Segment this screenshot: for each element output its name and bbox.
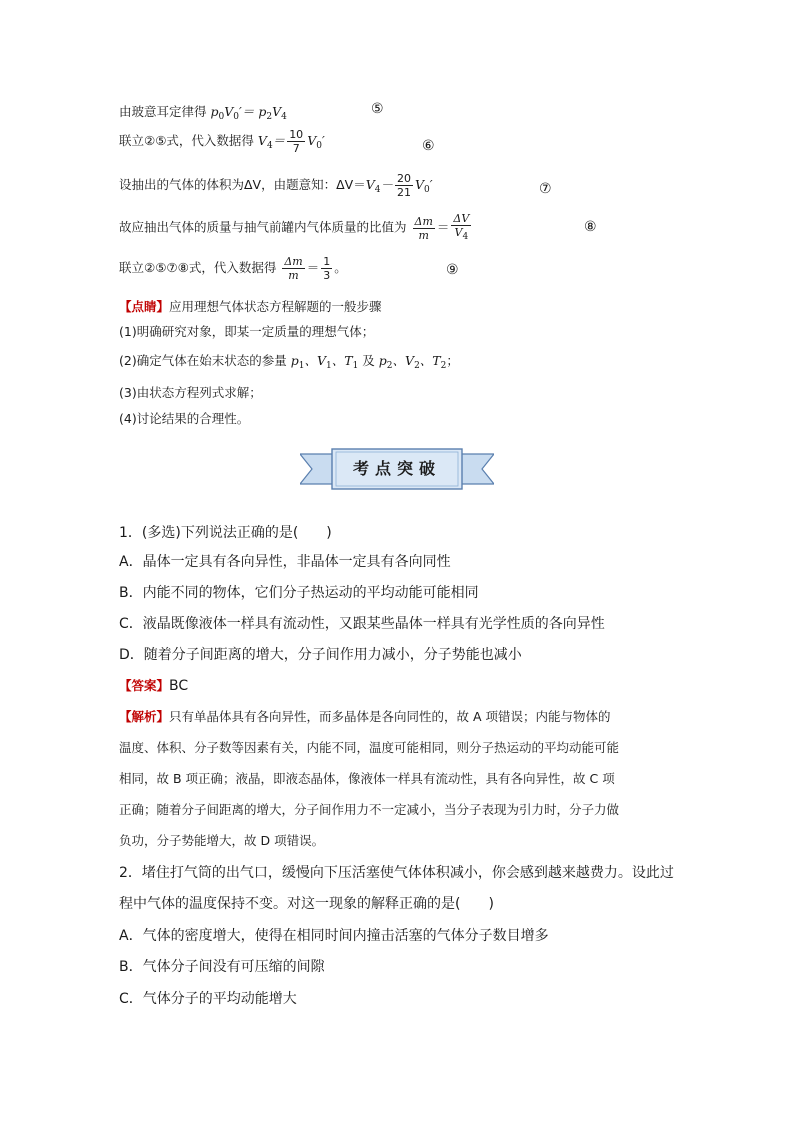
q1-analysis-line-2: 温度、体积、分子数等因素有关，内能不同，温度可能相同，则分子热运动的平均动能可能 <box>119 740 620 755</box>
q1-option-c: C．液晶既像液体一样具有流动性，又跟某些晶体一样具有光学性质的各向异性 <box>119 616 605 632</box>
q1-option-a: A．晶体一定具有各向异性，非晶体一定具有各向同性 <box>119 554 451 570</box>
q2-stem-line-2: 程中气体的温度保持不变。对这一现象的解释正确的是( ) <box>119 896 494 912</box>
fraction-10-7: $\frac{10}{7}$ <box>289 128 304 155</box>
derivation-line-8: 故应抽出气体的质量与抽气前罐内气体质量的比值为 $\frac{\Delta m}{m}$ ＝ $\frac{\Delta V}{V_4}$ <box>119 212 470 242</box>
q2-option-c: C．气体分子的平均动能增大 <box>119 991 297 1007</box>
derivation-line-5: 由玻意耳定律得 $p_0V_0'= p_2V_4$ <box>119 104 287 122</box>
eq-mark-7: ⑦ <box>539 181 552 197</box>
derivation-line-6: 联立②⑤式，代入数据得 $V_4=$ $\frac{10}{7}$ $V_0'$ <box>119 128 325 155</box>
q1-option-b: B．内能不同的物体，它们分子热运动的平均动能可能相同 <box>119 585 479 601</box>
eq-mark-8: ⑧ <box>584 219 597 235</box>
formula-boyle: $p_0V_0'= p_2V_4$ <box>210 104 287 122</box>
q2-stem-line-1: 2．堵住打气筒的出气口，缓慢向下压活塞使气体体积减小，你会感到越来越费力。设此过 <box>119 865 674 881</box>
tip-step-2: (2)确定气体在始末状态的参量 $p_1$、$V_1$、$T_1$ 及 $p_2$、$V_2$、$T_2$； <box>119 353 459 371</box>
fraction-1-3: $\frac{1}{3}$ <box>323 255 331 282</box>
fraction-20-21: $\frac{20}{21}$ <box>397 172 411 199</box>
q1-stem: 1．(多选)下列说法正确的是( ) <box>119 525 332 541</box>
fraction-dm-m: $\frac{\Delta m}{m}$ <box>414 214 433 242</box>
eq-mark-6: ⑥ <box>422 138 435 154</box>
banner-title: 考点突破 <box>352 459 441 478</box>
section-banner <box>300 448 494 490</box>
derivation-line-9: 联立②⑤⑦⑧式，代入数据得 $\frac{\Delta m}{m}$ ＝ $\frac{1}{3}$ 。 <box>119 255 347 282</box>
eq-mark-5: ⑤ <box>371 101 384 117</box>
eq-mark-9: ⑨ <box>446 262 459 278</box>
tip-step-1: (1)明确研究对象，即某一定质量的理想气体； <box>119 324 375 339</box>
derivation-line-7: 设抽出的气体的体积为ΔV，由题意知：$\Delta V=V_4-$ $\frac{20}{21}$ $V_0'$ <box>119 172 433 199</box>
q2-option-a: A．气体的密度增大，使得在相同时间内撞击活塞的气体分子数目增多 <box>119 928 549 944</box>
q1-option-d: D．随着分子间距离的增大，分子间作用力减小，分子势能也减小 <box>119 647 522 663</box>
fraction-dm-m-2: $\frac{\Delta m}{m}$ <box>284 255 303 282</box>
tip-step-4: (4)讨论结果的合理性。 <box>119 411 250 426</box>
q1-analysis-line-5: 负功，分子势能增大，故 D 项错误。 <box>119 833 325 848</box>
tip-step-3: (3)由状态方程列式求解； <box>119 385 262 400</box>
fraction-dv-v4: $\frac{\Delta V}{V_4}$ <box>453 212 470 242</box>
q1-answer: 【答案】BC <box>119 678 189 694</box>
q1-analysis-line-4: 正确；随着分子间距离的增大，分子间作用力不一定减小，当分子表现为引力时，分子力做 <box>119 802 620 817</box>
tip-heading: 【点睛】应用理想气体状态方程解题的一般步骤 <box>119 299 382 314</box>
q2-option-b: B．气体分子间没有可压缩的间隙 <box>119 959 325 975</box>
q1-analysis-line-1: 【解析】只有单晶体具有各向异性，而多晶体是各向同性的，故 A 项错误；内能与物体的 <box>119 709 611 724</box>
q1-analysis-line-3: 相同，故 B 项正确；液晶，即液态晶体，像液体一样具有流动性，具有各向异性，故 C 项 <box>119 771 615 786</box>
